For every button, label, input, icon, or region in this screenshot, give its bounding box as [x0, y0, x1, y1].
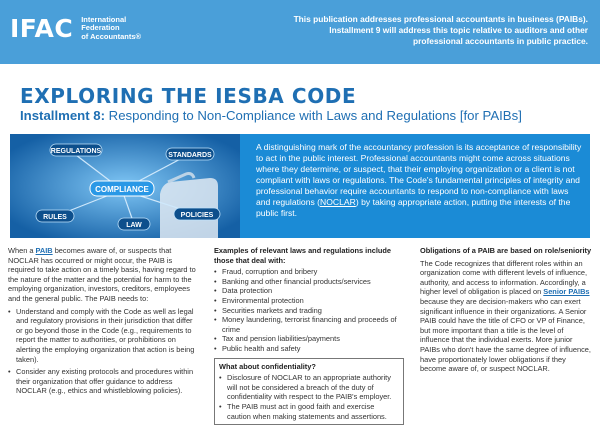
- obligations-text: [420, 259, 592, 374]
- list-item: • Fraud, corruption and bribery: [214, 267, 404, 277]
- confidentiality-heading: What about confidentiality?: [219, 361, 316, 371]
- list-item: • The PAIB must act in good faith and exercise caution when making statements and assertions.: [219, 402, 399, 421]
- list-item: • Public health and safety: [214, 344, 404, 354]
- list-item: • Disclosure of NOCLAR to an appropriate authority will not be considered a breach of the duty of confidentiality with respect to the PAIB's employer.: [219, 373, 399, 402]
- label-regulations: REGULATIONS: [50, 148, 102, 155]
- list-item: • Securities markets and trading: [214, 306, 404, 316]
- ifac-logo[interactable]: [10, 14, 141, 43]
- intro-text-part: A distinguishing mark of the accountancy profession is its acceptance of responsibility to act in the public interest. Professional accountants might come across situations where they determine, or suspect, that their employing organization or a client is not compliant with laws or regulations. The Code's fundamental principles of integrity and professional behavior require accountants to respond to non-compliance with laws and regulations (: [256, 142, 582, 207]
- label-standards: STANDARDS: [168, 152, 212, 159]
- column-obligations: [420, 246, 592, 377]
- examples-heading: Examples of relevant laws and regulations include those that deal with:: [214, 246, 392, 265]
- intro-text: [256, 142, 582, 219]
- paib-intro-part: When a: [8, 246, 36, 255]
- logo-line: International: [81, 14, 127, 24]
- logo-text: [81, 16, 141, 42]
- label-compliance: COMPLIANCE: [95, 185, 149, 194]
- obligations-heading: Obligations of a PAIB are based on role/seniority: [420, 246, 592, 255]
- obligations-text-part: because they are decision-makers who can exert significant influence in their organizations. A Senior PAIB could have the title of CFO or VP of Finance, but more important than a title is the level of influence that the individual exerts. More junior PAIBs who don't have the same degree of influence, have proportionately lower obligations if they become aware of, or suspect NOCLAR.: [420, 296, 591, 374]
- list-item: • Understand and comply with the Code as well as legal and regulatory provisions in their jurisdiction that differ or go beyond those in the Code (e.g., requirements to report the matter to authorities, or prohibitions on alerting the employing organization that action is being taken).: [8, 307, 198, 365]
- list-item: • Tax and pension liabilities/payments: [214, 334, 404, 344]
- paib-link[interactable]: PAIB: [35, 246, 53, 255]
- list-item: • Data protection: [214, 286, 404, 296]
- obligations-text-part: The Code recognizes that different roles within an organization come with different levels of influence, authority, and access to information. Accordingly, a higher level of obligation is placed on: [420, 258, 588, 297]
- noclar-link[interactable]: NOCLAR: [320, 197, 356, 207]
- paib-needs-list: [8, 307, 198, 396]
- senior-paibs-link[interactable]: Senior PAIBs: [543, 287, 590, 297]
- column-examples: [214, 246, 404, 425]
- examples-list: [214, 267, 404, 353]
- page-title: EXPLORING THE IESBA CODE: [20, 84, 357, 108]
- list-item: • Money laundering, terrorist financing and proceeds of crime: [214, 315, 404, 334]
- header-bar: [0, 0, 600, 64]
- label-rules: RULES: [43, 214, 67, 221]
- list-item: • Banking and other financial products/services: [214, 277, 404, 287]
- compliance-illustration: [10, 134, 240, 238]
- intro-banner: [10, 134, 590, 238]
- paib-intro: [8, 246, 198, 304]
- logo-line: Federation: [81, 23, 120, 33]
- confidentiality-box: [214, 358, 404, 425]
- intro-text-part: ) by taking appropriate action, putting the interests of the public first.: [256, 197, 571, 218]
- page-subtitle: [20, 108, 522, 123]
- audience-note: This publication addresses professional accountants in business (PAIBs). Installment 9 will address this topic relative to auditors and other professional accountants in public practice.: [293, 14, 588, 46]
- logo-line: of Accountants®: [81, 31, 142, 41]
- confidentiality-list: [219, 373, 399, 421]
- list-item: • Consider any existing protocols and procedures within their organization that offer guidance to address NOCLAR (e.g., ethics and whistleblowing policies).: [8, 367, 198, 396]
- installment-number: Installment 8:: [20, 108, 106, 123]
- list-item: • Environmental protection: [214, 296, 404, 306]
- installment-topic: Responding to Non-Compliance with Laws and Regulations [for PAIBs]: [105, 108, 522, 123]
- logo-mark: IFAC: [10, 14, 74, 43]
- label-law: LAW: [126, 222, 142, 229]
- column-paib-action: [8, 246, 198, 399]
- paib-intro-part: becomes aware of, or suspects that NOCLAR has occurred or might occur, the PAIB is required to take action on a timely basis, having regard to the nature of the matter and the potential for harm to the employing organization, investors, creditors, employees and the general public. The PAIB needs to:: [8, 246, 196, 303]
- label-policies: POLICIES: [180, 212, 214, 219]
